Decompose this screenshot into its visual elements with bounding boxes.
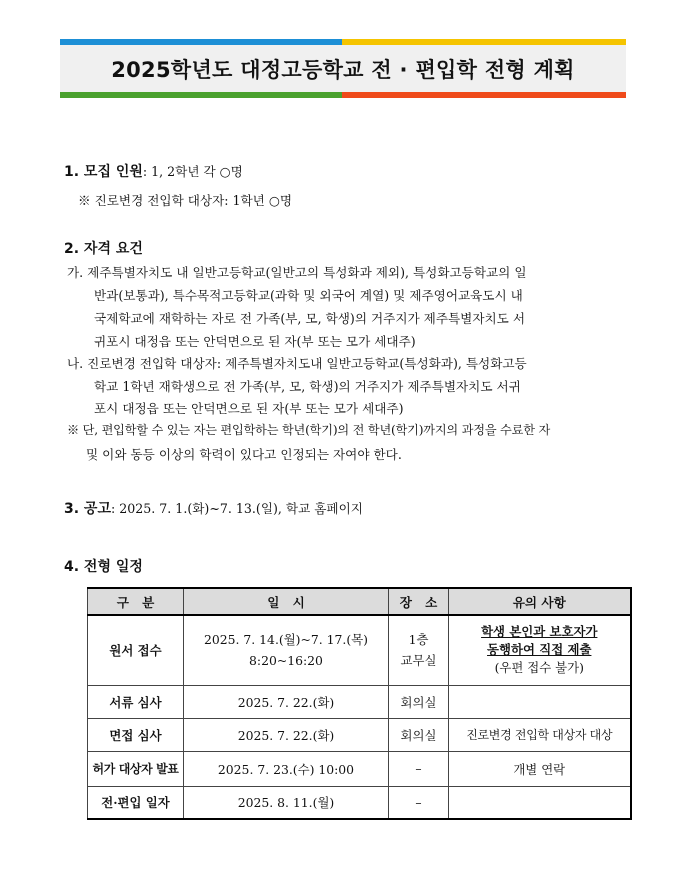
column-header-notes: 유의 사항: [449, 588, 631, 615]
title-bar-bottom-green: [60, 92, 342, 98]
section1-heading: 1. 모집 인원: [64, 164, 143, 180]
title-banner: [60, 45, 626, 92]
table-row: [88, 685, 631, 718]
section4-heading: 4. 전형 일정: [64, 559, 143, 575]
row-label: 전·편입 일자: [88, 786, 184, 819]
row-place: –: [389, 751, 449, 786]
row-date: 2025. 7. 22.(화): [184, 718, 389, 751]
section3-text: : 2025. 7. 1.(화)~7. 13.(일), 학교 홈페이지: [110, 501, 363, 516]
section2-line-2: 반과(보통과), 특수목적고등학교(과학 및 외국어 계열) 및 제주영어교육도시 내: [94, 288, 523, 303]
row-note: [449, 615, 631, 685]
column-header-category: 구 분: [88, 588, 184, 615]
row-place: [389, 615, 449, 685]
table-header-row: [88, 588, 631, 615]
row-place: 회의실: [389, 685, 449, 718]
row-date-time: 8:20~16:20: [249, 653, 323, 669]
row-date: 2025. 7. 23.(수) 10:00: [184, 751, 389, 786]
row-date-range: 2025. 7. 14.(월)~7. 17.(목): [204, 632, 368, 648]
table-row: [88, 718, 631, 751]
table-row: [88, 751, 631, 786]
column-header-datetime: 일 시: [184, 588, 389, 615]
row-place-floor: 1층: [408, 632, 429, 648]
table-row: [88, 786, 631, 819]
section2-line-1: 가. 제주특별자치도 내 일반고등학교(일반고의 특성화과 제외), 특성화고등학교의 일: [67, 265, 527, 280]
section1-text: : 1, 2학년 각 ○명: [142, 164, 243, 179]
row-note: [449, 685, 631, 718]
section2-line-6: 학교 1학년 재학생으로 전 가족(부, 모, 학생)의 거주지가 제주특별자치도 서귀: [94, 379, 521, 394]
column-header-place: 장 소: [389, 588, 449, 615]
section3-heading: 3. 공고: [64, 501, 111, 517]
title-bar-bottom-red: [342, 92, 626, 98]
row-date: [184, 615, 389, 685]
row-label: 허가 대상자 발표: [88, 751, 184, 786]
schedule-table: [87, 587, 632, 820]
section2-line-8: ※ 단, 편입학할 수 있는 자는 편입학하는 학년(학기)의 전 학년(학기)까지의 과정을 수료한 자: [67, 423, 551, 437]
row-label: 원서 접수: [88, 615, 184, 685]
row-note-line-2: 동행하여 직접 제출: [487, 642, 592, 658]
row-date: 2025. 7. 22.(화): [184, 685, 389, 718]
row-label: 면접 심사: [88, 718, 184, 751]
row-note-line-3: (우편 접수 불가): [494, 660, 584, 676]
row-date: 2025. 8. 11.(월): [184, 786, 389, 819]
section2-line-7: 포시 대정읍 또는 안덕면으로 된 자(부 또는 모가 세대주): [94, 401, 404, 416]
section2-line-9: 및 이와 동등 이상의 학력이 있다고 인정되는 자여야 한다.: [86, 447, 402, 462]
row-note: 진로변경 전입학 대상자 대상: [449, 718, 631, 751]
section3-line: [64, 498, 363, 518]
section2-heading: 2. 자격 요건: [64, 241, 143, 257]
row-note: [449, 786, 631, 819]
section1-line: [64, 161, 243, 181]
row-place-room: 교무실: [400, 653, 437, 669]
section2-line-3: 국제학교에 재학하는 자로 전 가족(부, 모, 학생)의 거주지가 제주특별자치도 서: [94, 311, 525, 326]
row-place: 회의실: [389, 718, 449, 751]
table-row: [88, 615, 631, 685]
row-label: 서류 심사: [88, 685, 184, 718]
row-note-line-1: 학생 본인과 보호자가: [481, 624, 598, 640]
row-place: –: [389, 786, 449, 819]
section2-line-4: 귀포시 대정읍 또는 안덕면으로 된 자(부 또는 모가 세대주): [94, 334, 416, 349]
section2-line-5: 나. 진로변경 전입학 대상자: 제주특별자치도내 일반고등학교(특성화과), 특성화고등: [67, 356, 527, 371]
row-note: 개별 연락: [449, 751, 631, 786]
page-title: 2025학년도 대정고등학교 전 · 편입학 전형 계획: [111, 57, 575, 82]
section1-note: ※ 진로변경 전입학 대상자: 1학년 ○명: [78, 193, 293, 208]
